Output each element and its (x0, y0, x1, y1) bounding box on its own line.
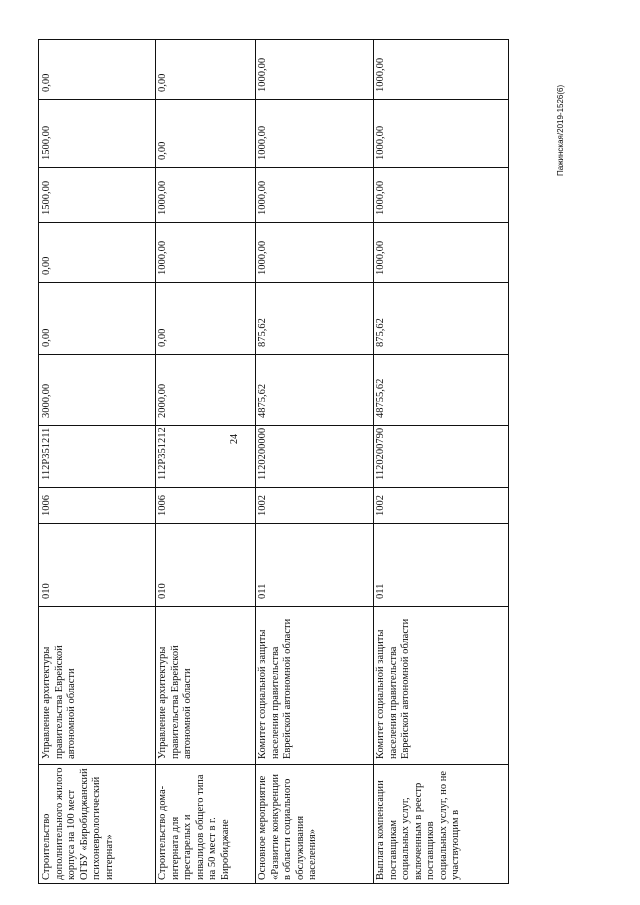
cell-text-y2021: 1000,00 (375, 240, 386, 275)
cell-text-total: 2000,00 (157, 383, 168, 418)
cell-executor (155, 605, 253, 763)
cell-text-name: Строительство дома-интерната для престарелых и инвалидов общего типа на 50 мест в г. Биробиджане (157, 774, 231, 880)
cell-y2022 (373, 166, 508, 221)
cell-y2024 (373, 39, 508, 98)
cell-text-y2024: 1000,00 (375, 57, 386, 92)
cell-rzpr (255, 486, 371, 522)
cell-y2021 (373, 221, 508, 281)
cell-name (373, 763, 508, 884)
cell-text-total: 4875,62 (257, 383, 268, 418)
cell-y2021 (255, 221, 371, 281)
cell-y2022 (155, 166, 253, 221)
cell-rzpr (155, 486, 253, 522)
cell-text-grbs: 010 (157, 583, 168, 599)
page-number: 24 (229, 434, 240, 444)
cell-text-y2023: 1000,00 (257, 125, 268, 160)
cell-text-csr: 112P351212 (157, 427, 168, 480)
cell-text-y2024: 1000,00 (257, 57, 268, 92)
cell-text-executor: Комитет социальной защиты населения правительства Еврейской автономной области (257, 618, 293, 759)
cell-y2024 (39, 39, 153, 98)
cell-text-csr: 112P351211 (41, 427, 52, 480)
document-id-footer: Пажинская/2019-1526(6) (556, 84, 565, 176)
cell-name (155, 763, 253, 884)
cell-text-name: Основное мероприятие «Развитие конкуренции в области социального обслуживания населения» (257, 774, 318, 880)
cell-text-rzpr: 1002 (257, 495, 268, 516)
cell-name (255, 763, 371, 884)
cell-text-total: 48755,62 (375, 378, 386, 418)
cell-text-rzpr: 1002 (375, 495, 386, 516)
cell-grbs (39, 522, 153, 605)
cell-executor (373, 605, 508, 763)
cell-y2023 (255, 98, 371, 166)
cell-rzpr (373, 486, 508, 522)
cell-y2023 (373, 98, 508, 166)
cell-text-y2023: 0,00 (157, 141, 168, 160)
cell-text-csr: 1120200000 (257, 427, 268, 480)
cell-csr (155, 424, 253, 486)
cell-y2020 (373, 281, 508, 353)
cell-y2022 (255, 166, 371, 221)
cell-text-y2022: 1000,00 (375, 180, 386, 215)
cell-text-executor: Комитет социальной защиты населения правительства Еврейской автономной области (375, 618, 411, 759)
cell-y2020 (155, 281, 253, 353)
cell-text-y2020: 875,62 (375, 318, 386, 347)
cell-text-y2021: 0,00 (41, 256, 52, 275)
cell-text-y2021: 1000,00 (257, 240, 268, 275)
cell-text-y2020: 0,00 (157, 328, 168, 347)
cell-executor (39, 605, 153, 763)
cell-text-name: Строительство дополнительного жилого корпуса на 100 мест ОГБУ «Биробиджанский психоневрологический интернат» (41, 767, 115, 880)
cell-csr (39, 424, 153, 486)
cell-text-y2020: 875,62 (257, 318, 268, 347)
cell-text-rzpr: 1006 (41, 495, 52, 516)
cell-text-csr: 1120200790 (375, 427, 386, 480)
cell-text-y2022: 1500,00 (41, 180, 52, 215)
cell-text-grbs: 011 (257, 583, 268, 599)
cell-text-y2023: 1000,00 (375, 125, 386, 160)
cell-text-name: Выплата компенсации поставщикам социальных услуг, включенным в реестр поставщиков социальных услуг, но не участвующим в (375, 770, 461, 880)
cell-y2022 (39, 166, 153, 221)
cell-total (39, 353, 153, 424)
cell-text-y2022: 1000,00 (157, 180, 168, 215)
cell-text-rzpr: 1006 (157, 495, 168, 516)
cell-y2020 (39, 281, 153, 353)
cell-text-executor: Управление архитектуры правительства Еврейской автономной области (41, 645, 77, 759)
cell-executor (255, 605, 371, 763)
cell-grbs (155, 522, 253, 605)
cell-name (39, 763, 153, 884)
cell-y2024 (155, 39, 253, 98)
cell-grbs (373, 522, 508, 605)
cell-y2024 (255, 39, 371, 98)
cell-y2023 (39, 98, 153, 166)
cell-text-y2021: 1000,00 (157, 240, 168, 275)
cell-y2020 (255, 281, 371, 353)
cell-text-y2020: 0,00 (41, 328, 52, 347)
cell-text-y2024: 0,00 (157, 73, 168, 92)
cell-total (373, 353, 508, 424)
cell-y2023 (155, 98, 253, 166)
cell-text-executor: Управление архитектуры правительства Еврейской автономной области (157, 645, 193, 759)
cell-rzpr (39, 486, 153, 522)
cell-total (255, 353, 371, 424)
cell-csr (255, 424, 371, 486)
cell-y2021 (155, 221, 253, 281)
cell-grbs (255, 522, 371, 605)
cell-text-grbs: 010 (41, 583, 52, 599)
cell-csr (373, 424, 508, 486)
cell-y2021 (39, 221, 153, 281)
cell-total (155, 353, 253, 424)
cell-text-y2024: 0,00 (41, 73, 52, 92)
cell-text-total: 3000,00 (41, 383, 52, 418)
cell-text-y2022: 1000,00 (257, 180, 268, 215)
cell-text-grbs: 011 (375, 583, 386, 599)
cell-text-y2023: 1500,00 (41, 125, 52, 160)
